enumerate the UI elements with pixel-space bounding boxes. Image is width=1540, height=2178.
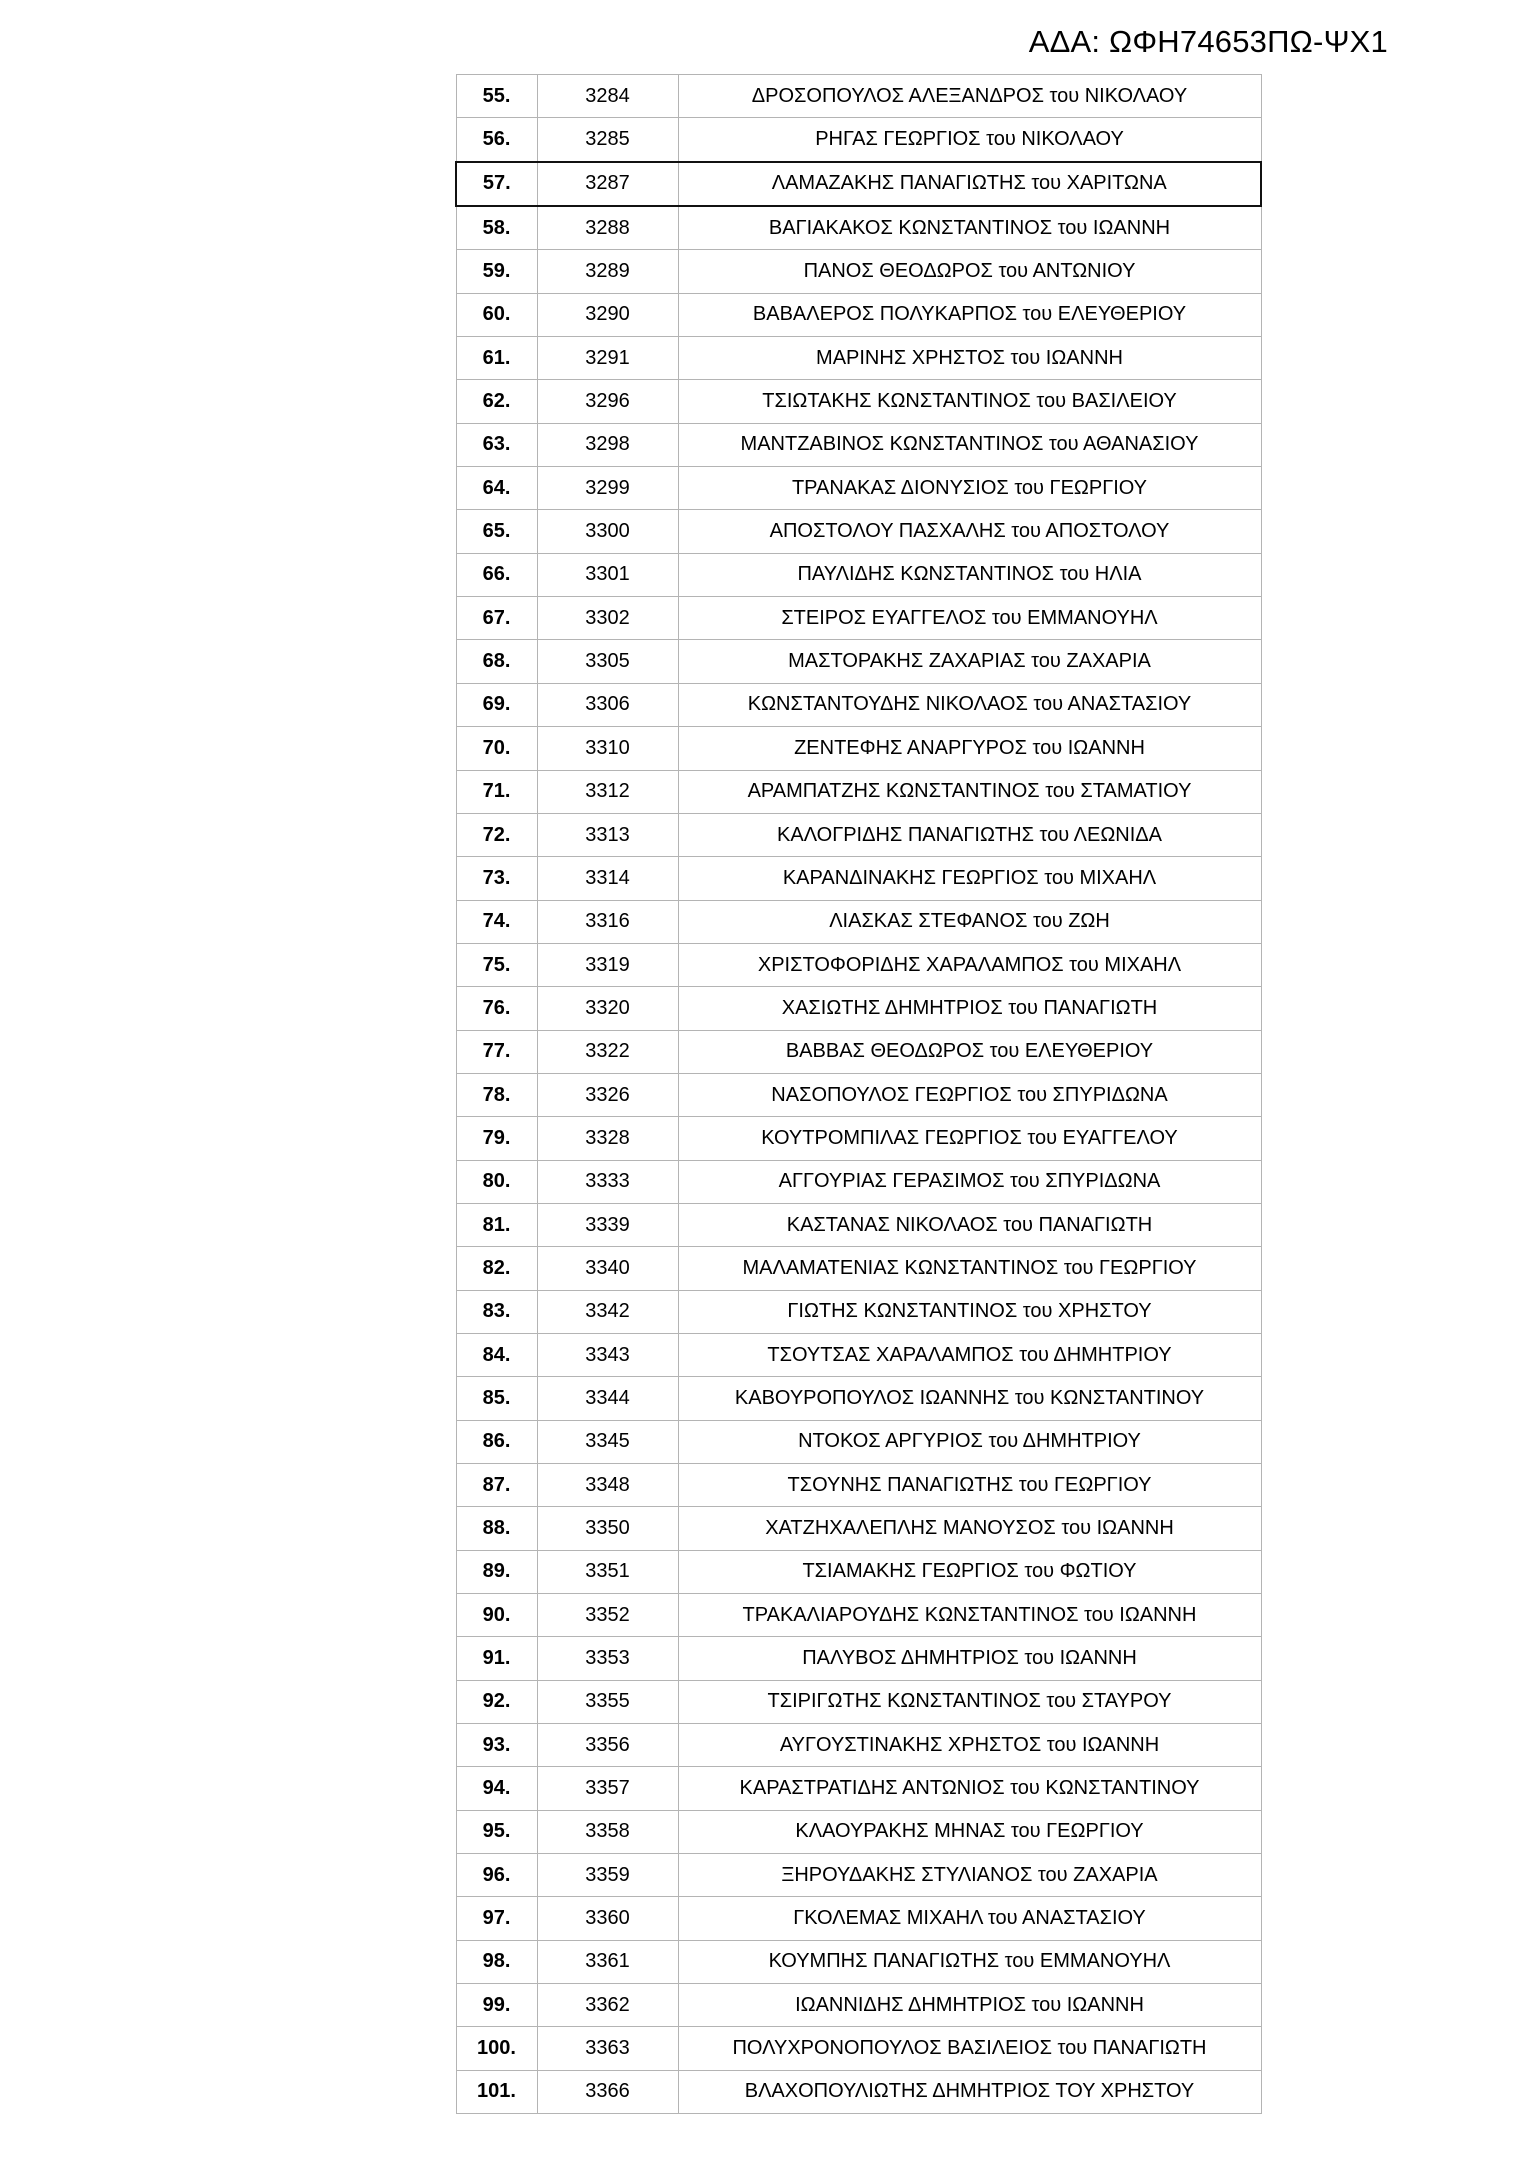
row-code: 3285 [537, 118, 678, 162]
row-name: ΡΗΓΑΣ ΓΕΩΡΓΙΟΣ του ΝΙΚΟΛΑΟΥ [678, 118, 1261, 162]
row-name: ΠΟΛΥΧΡΟΝΟΠΟΥΛΟΣ ΒΑΣΙΛΕΙΟΣ του ΠΑΝΑΓΙΩΤΗ [678, 2027, 1261, 2070]
row-name: ΠΑΥΛΙΔΗΣ ΚΩΝΣΤΑΝΤΙΝΟΣ του ΗΛΙΑ [678, 553, 1261, 596]
row-name: ΚΑΒΟΥΡΟΠΟΥΛΟΣ ΙΩΑΝΝΗΣ του ΚΩΝΣΤΑΝΤΙΝΟΥ [678, 1377, 1261, 1420]
row-name: ΒΑΓΙΑΚΑΚΟΣ ΚΩΝΣΤΑΝΤΙΝΟΣ του ΙΩΑΝΝΗ [678, 206, 1261, 250]
table-row [456, 2027, 1261, 2070]
row-name: ΣΤΕΙΡΟΣ ΕΥΑΓΓΕΛΟΣ του ΕΜΜΑΝΟΥΗΛ [678, 597, 1261, 640]
row-code: 3361 [537, 1940, 678, 1983]
row-number: 59. [456, 250, 537, 293]
table-row [456, 1810, 1261, 1853]
row-name: ΓΚΟΛΕΜΑΣ ΜΙΧΑΗΛ του ΑΝΑΣΤΑΣΙΟΥ [678, 1897, 1261, 1940]
row-number: 87. [456, 1464, 537, 1507]
row-code: 3340 [537, 1247, 678, 1290]
table-row [456, 118, 1261, 162]
row-number: 77. [456, 1030, 537, 1073]
row-name: ΓΙΩΤΗΣ ΚΩΝΣΤΑΝΤΙΝΟΣ του ΧΡΗΣΤΟΥ [678, 1290, 1261, 1333]
row-code: 3363 [537, 2027, 678, 2070]
row-number: 97. [456, 1897, 537, 1940]
row-code: 3362 [537, 1984, 678, 2027]
table-row [456, 1637, 1261, 1680]
row-name: ΧΑΤΖΗΧΑΛΕΠΛΗΣ ΜΑΝΟΥΣΟΣ του ΙΩΑΝΝΗ [678, 1507, 1261, 1550]
table-row [456, 900, 1261, 943]
table-row [456, 597, 1261, 640]
row-name: ΒΑΒΑΛΕΡΟΣ ΠΟΛΥΚΑΡΠΟΣ του ΕΛΕΥΘΕΡΙΟΥ [678, 293, 1261, 336]
row-number: 79. [456, 1117, 537, 1160]
table-row [456, 1073, 1261, 1116]
row-name: ΒΑΒΒΑΣ ΘΕΟΔΩΡΟΣ του ΕΛΕΥΘΕΡΙΟΥ [678, 1030, 1261, 1073]
row-number: 57. [456, 162, 537, 206]
row-code: 3320 [537, 987, 678, 1030]
row-name: ΖΕΝΤΕΦΗΣ ΑΝΑΡΓΥΡΟΣ του ΙΩΑΝΝΗ [678, 727, 1261, 770]
row-code: 3319 [537, 943, 678, 986]
row-number: 63. [456, 423, 537, 466]
row-code: 3366 [537, 2070, 678, 2113]
row-name: ΑΓΓΟΥΡΙΑΣ ΓΕΡΑΣΙΜΟΣ του ΣΠΥΡΙΔΩΝΑ [678, 1160, 1261, 1203]
row-name: ΤΣΙΩΤΑΚΗΣ ΚΩΝΣΤΑΝΤΙΝΟΣ του ΒΑΣΙΛΕΙΟΥ [678, 380, 1261, 423]
table-row [456, 770, 1261, 813]
row-name: ΤΣΙΑΜΑΚΗΣ ΓΕΩΡΓΙΟΣ του ΦΩΤΙΟΥ [678, 1550, 1261, 1593]
row-name: ΚΟΥΜΠΗΣ ΠΑΝΑΓΙΩΤΗΣ του ΕΜΜΑΝΟΥΗΛ [678, 1940, 1261, 1983]
row-code: 3357 [537, 1767, 678, 1810]
row-name: ΜΑΛΑΜΑΤΕΝΙΑΣ ΚΩΝΣΤΑΝΤΙΝΟΣ του ΓΕΩΡΓΙΟΥ [678, 1247, 1261, 1290]
row-name: ΚΑΡΑΝΔΙΝΑΚΗΣ ΓΕΩΡΓΙΟΣ του ΜΙΧΑΗΛ [678, 857, 1261, 900]
row-code: 3352 [537, 1594, 678, 1637]
table-row [456, 640, 1261, 683]
row-name: ΧΡΙΣΤΟΦΟΡΙΔΗΣ ΧΑΡΑΛΑΜΠΟΣ του ΜΙΧΑΗΛ [678, 943, 1261, 986]
row-number: 89. [456, 1550, 537, 1593]
row-code: 3333 [537, 1160, 678, 1203]
row-code: 3342 [537, 1290, 678, 1333]
row-code: 3284 [537, 75, 678, 118]
row-number: 95. [456, 1810, 537, 1853]
row-code: 3353 [537, 1637, 678, 1680]
row-code: 3314 [537, 857, 678, 900]
row-number: 55. [456, 75, 537, 118]
row-number: 100. [456, 2027, 537, 2070]
row-code: 3344 [537, 1377, 678, 1420]
row-number: 85. [456, 1377, 537, 1420]
row-name: ΛΙΑΣΚΑΣ ΣΤΕΦΑΝΟΣ του ΖΩΗ [678, 900, 1261, 943]
row-name: ΝΤΟΚΟΣ ΑΡΓΥΡΙΟΣ του ΔΗΜΗΤΡΙΟΥ [678, 1420, 1261, 1463]
table-row [456, 1203, 1261, 1246]
row-code: 3296 [537, 380, 678, 423]
row-number: 69. [456, 683, 537, 726]
table-row [456, 75, 1261, 118]
row-code: 3299 [537, 467, 678, 510]
row-number: 66. [456, 553, 537, 596]
table-row [456, 467, 1261, 510]
row-name: ΔΡΟΣΟΠΟΥΛΟΣ ΑΛΕΞΑΝΔΡΟΣ του ΝΙΚΟΛΑΟΥ [678, 75, 1261, 118]
table-row [456, 987, 1261, 1030]
row-code: 3310 [537, 727, 678, 770]
table-row [456, 1507, 1261, 1550]
table-row [456, 813, 1261, 856]
row-name: ΜΑΣΤΟΡΑΚΗΣ ΖΑΧΑΡΙΑΣ του ΖΑΧΑΡΙΑ [678, 640, 1261, 683]
table-row [456, 1420, 1261, 1463]
row-code: 3359 [537, 1854, 678, 1897]
row-number: 75. [456, 943, 537, 986]
row-code: 3356 [537, 1724, 678, 1767]
table-row [456, 1464, 1261, 1507]
row-name: ΒΛΑΧΟΠΟΥΛΙΩΤΗΣ ΔΗΜΗΤΡΙΟΣ ΤΟΥ ΧΡΗΣΤΟΥ [678, 2070, 1261, 2113]
row-name: ΑΥΓΟΥΣΤΙΝΑΚΗΣ ΧΡΗΣΤΟΣ του ΙΩΑΝΝΗ [678, 1724, 1261, 1767]
table-row [456, 857, 1261, 900]
row-code: 3355 [537, 1680, 678, 1723]
row-number: 68. [456, 640, 537, 683]
table-row [456, 1940, 1261, 1983]
row-name: ΜΑΡΙΝΗΣ ΧΡΗΣΤΟΣ του ΙΩΑΝΝΗ [678, 337, 1261, 380]
table-row [456, 1767, 1261, 1810]
row-code: 3290 [537, 293, 678, 336]
table-row [456, 553, 1261, 596]
table-row [456, 727, 1261, 770]
row-name: ΚΑΣΤΑΝΑΣ ΝΙΚΟΛΑΟΣ του ΠΑΝΑΓΙΩΤΗ [678, 1203, 1261, 1246]
row-number: 56. [456, 118, 537, 162]
row-code: 3313 [537, 813, 678, 856]
row-number: 94. [456, 1767, 537, 1810]
roster-body [456, 75, 1261, 2114]
row-number: 70. [456, 727, 537, 770]
row-number: 92. [456, 1680, 537, 1723]
row-code: 3350 [537, 1507, 678, 1550]
row-code: 3300 [537, 510, 678, 553]
row-code: 3302 [537, 597, 678, 640]
row-number: 99. [456, 1984, 537, 2027]
row-name: ΛΑΜΑΖΑΚΗΣ ΠΑΝΑΓΙΩΤΗΣ του ΧΑΡΙΤΩΝΑ [678, 162, 1261, 206]
row-name: ΧΑΣΙΩΤΗΣ ΔΗΜΗΤΡΙΟΣ του ΠΑΝΑΓΙΩΤΗ [678, 987, 1261, 1030]
row-name: ΠΑΝΟΣ ΘΕΟΔΩΡΟΣ του ΑΝΤΩΝΙΟΥ [678, 250, 1261, 293]
row-name: ΚΟΥΤΡΟΜΠΙΛΑΣ ΓΕΩΡΓΙΟΣ του ΕΥΑΓΓΕΛΟΥ [678, 1117, 1261, 1160]
table-row [456, 293, 1261, 336]
table-row [456, 1160, 1261, 1203]
row-code: 3351 [537, 1550, 678, 1593]
row-number: 78. [456, 1073, 537, 1116]
row-code: 3339 [537, 1203, 678, 1246]
table-row [456, 1117, 1261, 1160]
table-row [456, 1984, 1261, 2027]
row-number: 60. [456, 293, 537, 336]
row-number: 81. [456, 1203, 537, 1246]
row-number: 62. [456, 380, 537, 423]
row-code: 3322 [537, 1030, 678, 1073]
table-row [456, 380, 1261, 423]
table-row [456, 1030, 1261, 1073]
table-row [456, 1854, 1261, 1897]
document-ada-code: ΑΔΑ: ΩΦΗ74653ΠΩ-ΨΧ1 [1028, 24, 1388, 59]
row-number: 93. [456, 1724, 537, 1767]
row-code: 3316 [537, 900, 678, 943]
row-name: ΜΑΝΤΖΑΒΙΝΟΣ ΚΩΝΣΤΑΝΤΙΝΟΣ του ΑΘΑΝΑΣΙΟΥ [678, 423, 1261, 466]
row-number: 61. [456, 337, 537, 380]
row-number: 67. [456, 597, 537, 640]
row-name: ΑΠΟΣΤΟΛΟΥ ΠΑΣΧΑΛΗΣ του ΑΠΟΣΤΟΛΟΥ [678, 510, 1261, 553]
row-code: 3360 [537, 1897, 678, 1940]
table-row [456, 1377, 1261, 1420]
row-code: 3306 [537, 683, 678, 726]
table-row [456, 510, 1261, 553]
row-number: 80. [456, 1160, 537, 1203]
row-name: ΠΑΛΥΒΟΣ ΔΗΜΗΤΡΙΟΣ του ΙΩΑΝΝΗ [678, 1637, 1261, 1680]
row-number: 98. [456, 1940, 537, 1983]
row-number: 96. [456, 1854, 537, 1897]
row-number: 86. [456, 1420, 537, 1463]
row-number: 90. [456, 1594, 537, 1637]
row-name: ΚΩΝΣΤΑΝΤΟΥΔΗΣ ΝΙΚΟΛΑΟΣ του ΑΝΑΣΤΑΣΙΟΥ [678, 683, 1261, 726]
row-code: 3326 [537, 1073, 678, 1116]
row-name: ΚΑΛΟΓΡΙΔΗΣ ΠΑΝΑΓΙΩΤΗΣ του ΛΕΩΝΙΔΑ [678, 813, 1261, 856]
row-number: 73. [456, 857, 537, 900]
table-row [456, 943, 1261, 986]
row-code: 3343 [537, 1333, 678, 1376]
row-number: 88. [456, 1507, 537, 1550]
row-name: ΚΑΡΑΣΤΡΑΤΙΔΗΣ ΑΝΤΩΝΙΟΣ του ΚΩΝΣΤΑΝΤΙΝΟΥ [678, 1767, 1261, 1810]
table-row [456, 423, 1261, 466]
row-number: 82. [456, 1247, 537, 1290]
table-row [456, 206, 1261, 250]
table-row [456, 1724, 1261, 1767]
row-number: 84. [456, 1333, 537, 1376]
table-row [456, 2070, 1261, 2113]
row-name: ΚΛΑΟΥΡΑΚΗΣ ΜΗΝΑΣ του ΓΕΩΡΓΙΟΥ [678, 1810, 1261, 1853]
table-row [456, 1594, 1261, 1637]
table-row [456, 683, 1261, 726]
row-name: ΤΣΟΥΝΗΣ ΠΑΝΑΓΙΩΤΗΣ του ΓΕΩΡΓΙΟΥ [678, 1464, 1261, 1507]
row-code: 3289 [537, 250, 678, 293]
table-row [456, 1550, 1261, 1593]
row-number: 91. [456, 1637, 537, 1680]
row-code: 3298 [537, 423, 678, 466]
row-number: 74. [456, 900, 537, 943]
row-name: ΝΑΣΟΠΟΥΛΟΣ ΓΕΩΡΓΙΟΣ του ΣΠΥΡΙΔΩΝΑ [678, 1073, 1261, 1116]
table-row [456, 250, 1261, 293]
table-row [456, 1897, 1261, 1940]
row-name: ΞΗΡΟΥΔΑΚΗΣ ΣΤΥΛΙΑΝΟΣ του ΖΑΧΑΡΙΑ [678, 1854, 1261, 1897]
row-number: 83. [456, 1290, 537, 1333]
row-number: 64. [456, 467, 537, 510]
row-code: 3288 [537, 206, 678, 250]
row-number: 72. [456, 813, 537, 856]
row-code: 3287 [537, 162, 678, 206]
row-code: 3358 [537, 1810, 678, 1853]
row-name: ΤΡΑΚΑΛΙΑΡΟΥΔΗΣ ΚΩΝΣΤΑΝΤΙΝΟΣ του ΙΩΑΝΝΗ [678, 1594, 1261, 1637]
row-number: 101. [456, 2070, 537, 2113]
row-code: 3328 [537, 1117, 678, 1160]
row-code: 3345 [537, 1420, 678, 1463]
row-code: 3312 [537, 770, 678, 813]
row-name: ΑΡΑΜΠΑΤΖΗΣ ΚΩΝΣΤΑΝΤΙΝΟΣ του ΣΤΑΜΑΤΙΟΥ [678, 770, 1261, 813]
table-row [456, 337, 1261, 380]
row-code: 3305 [537, 640, 678, 683]
table-row [456, 1290, 1261, 1333]
row-number: 65. [456, 510, 537, 553]
table-row [456, 1247, 1261, 1290]
row-name: ΙΩΑΝΝΙΔΗΣ ΔΗΜΗΤΡΙΟΣ του ΙΩΑΝΝΗ [678, 1984, 1261, 2027]
row-number: 58. [456, 206, 537, 250]
table-row [456, 1333, 1261, 1376]
roster-table [455, 74, 1262, 2114]
row-code: 3348 [537, 1464, 678, 1507]
row-code: 3291 [537, 337, 678, 380]
row-name: ΤΣΙΡΙΓΩΤΗΣ ΚΩΝΣΤΑΝΤΙΝΟΣ του ΣΤΑΥΡΟΥ [678, 1680, 1261, 1723]
row-code: 3301 [537, 553, 678, 596]
row-name: ΤΡΑΝΑΚΑΣ ΔΙΟΝΥΣΙΟΣ του ΓΕΩΡΓΙΟΥ [678, 467, 1261, 510]
table-row [456, 1680, 1261, 1723]
row-name: ΤΣΟΥΤΣΑΣ ΧΑΡΑΛΑΜΠΟΣ του ΔΗΜΗΤΡΙΟΥ [678, 1333, 1261, 1376]
row-number: 76. [456, 987, 537, 1030]
row-number: 71. [456, 770, 537, 813]
table-row [456, 162, 1261, 206]
